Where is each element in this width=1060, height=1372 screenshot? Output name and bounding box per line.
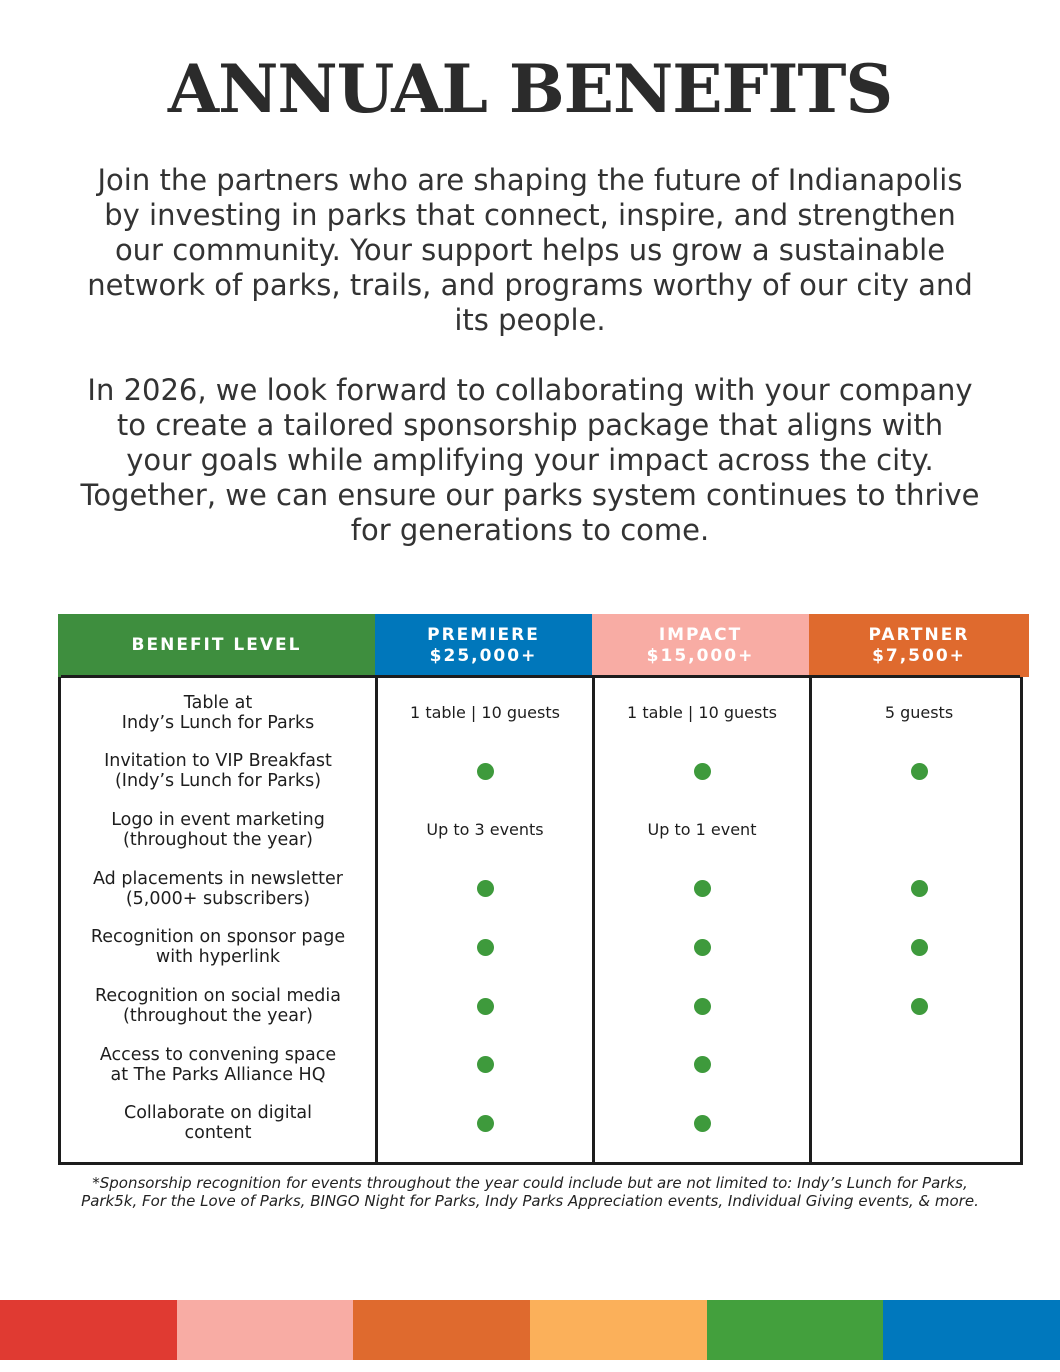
included-dot-icon (694, 880, 711, 897)
benefit-cell-impact (595, 800, 809, 859)
benefit-cell-partner (812, 1094, 1026, 1153)
benefit-cell-premiere (378, 1094, 592, 1153)
included-dot-icon (477, 763, 494, 780)
included-dot-icon (694, 939, 711, 956)
benefit-cell-impact (595, 977, 809, 1036)
benefit-cell-impact (595, 683, 809, 742)
table-row (61, 977, 1020, 1036)
included-dot-icon (694, 763, 711, 780)
benefit-label: Collaborate on digital content (123, 1103, 313, 1144)
header-tier-partner (809, 614, 1029, 677)
included-dot-icon (911, 763, 928, 780)
color-bar-segment (353, 1300, 531, 1360)
benefit-cell-partner (812, 859, 1026, 918)
benefit-cell-premiere (378, 800, 592, 859)
page-title: ANNUAL BENEFITS (167, 50, 893, 128)
included-dot-icon (694, 998, 711, 1015)
benefit-cell-impact (595, 742, 809, 801)
benefit-cell-partner (812, 742, 1026, 801)
included-dot-icon (911, 998, 928, 1015)
benefit-cell-partner (812, 800, 1026, 859)
benefit-cell-premiere (378, 977, 592, 1036)
included-dot-icon (477, 1115, 494, 1132)
benefit-cell-premiere (378, 918, 592, 977)
benefit-cell-partner (812, 1035, 1026, 1094)
table-row (61, 742, 1020, 801)
benefit-value: 5 guests (884, 703, 954, 722)
tier-amount: $15,000+ (646, 645, 755, 666)
header-tier-premiere (375, 614, 592, 677)
header-benefit-level (58, 614, 375, 677)
intro-paragraph-1: Join the partners who are shaping the future of Indianapolis by investing in parks that connect, inspire, and strengthen our community. Your support helps us grow a sustainable network of parks, trails, and programs worthy of our city and its people. (87, 163, 973, 337)
included-dot-icon (477, 880, 494, 897)
header-benefit-level-label: BENEFIT LEVEL (131, 635, 302, 655)
tier-name: PARTNER (868, 624, 970, 645)
benefit-label: Invitation to VIP Breakfast (Indy’s Lunch for Parks) (104, 751, 332, 792)
benefit-cell-partner (812, 683, 1026, 742)
included-dot-icon (477, 998, 494, 1015)
table-row (61, 1094, 1020, 1153)
benefit-cell-premiere (378, 683, 592, 742)
benefit-cell-impact (595, 859, 809, 918)
benefit-label: Table at Indy’s Lunch for Parks (121, 692, 315, 733)
benefit-label: Recognition on social media (throughout the year) (95, 986, 341, 1026)
color-bar-segment (177, 1300, 355, 1360)
included-dot-icon (477, 1056, 494, 1073)
table-row (61, 859, 1020, 918)
included-dot-icon (911, 939, 928, 956)
benefit-cell-impact (595, 1035, 809, 1094)
tier-amount: $25,000+ (429, 645, 538, 666)
table-row (61, 683, 1020, 742)
included-dot-icon (477, 939, 494, 956)
header-tier-impact (592, 614, 809, 677)
color-bar-segment (530, 1300, 708, 1360)
benefit-value: Up to 1 event (647, 820, 757, 840)
benefit-value: 1 table | 10 guests (627, 703, 777, 722)
benefits-table (58, 614, 1023, 1165)
color-bar-segment (707, 1300, 885, 1360)
benefit-cell-premiere (378, 859, 592, 918)
table-row (61, 800, 1020, 859)
included-dot-icon (911, 880, 928, 897)
header-rule (61, 675, 1020, 678)
table-row (61, 1035, 1020, 1094)
color-bar-segment (883, 1300, 1060, 1360)
benefit-label: Ad placements in newsletter (5,000+ subscribers) (93, 868, 343, 909)
color-bar-segment (0, 1300, 178, 1360)
tier-name: IMPACT (658, 624, 743, 645)
benefit-value: 1 table | 10 guests (410, 703, 560, 722)
benefit-cell-partner (812, 977, 1026, 1036)
footnote: *Sponsorship recognition for events throughout the year could include but are not limited to: Indy’s Lunch for Parks, Park5k, For the Love of Parks, BINGO Night for Parks, Indy Parks Appreciation events, Individual Giving events, & more. (81, 1174, 979, 1210)
benefit-label: Logo in event marketing (throughout the year) (111, 809, 325, 850)
intro-paragraph-2: In 2026, we look forward to collaborating with your company to create a tailored sponsorship package that aligns with your goals while amplifying your impact across the city. Together, we can ensure our parks system continues to thrive for generations to come. (80, 373, 980, 547)
benefit-cell-premiere (378, 1035, 592, 1094)
benefit-cell-impact (595, 1094, 809, 1153)
tier-name: PREMIERE (427, 624, 540, 645)
benefit-label: Recognition on sponsor page with hyperlink (90, 927, 346, 968)
benefit-cell-premiere (378, 742, 592, 801)
benefit-value: Up to 3 events (426, 820, 544, 840)
benefit-label: Access to convening space at The Parks Alliance HQ (99, 1044, 337, 1085)
included-dot-icon (694, 1115, 711, 1132)
table-row (61, 918, 1020, 977)
benefit-cell-partner (812, 918, 1026, 977)
tier-amount: $7,500+ (872, 645, 966, 666)
included-dot-icon (694, 1056, 711, 1073)
benefit-cell-impact (595, 918, 809, 977)
